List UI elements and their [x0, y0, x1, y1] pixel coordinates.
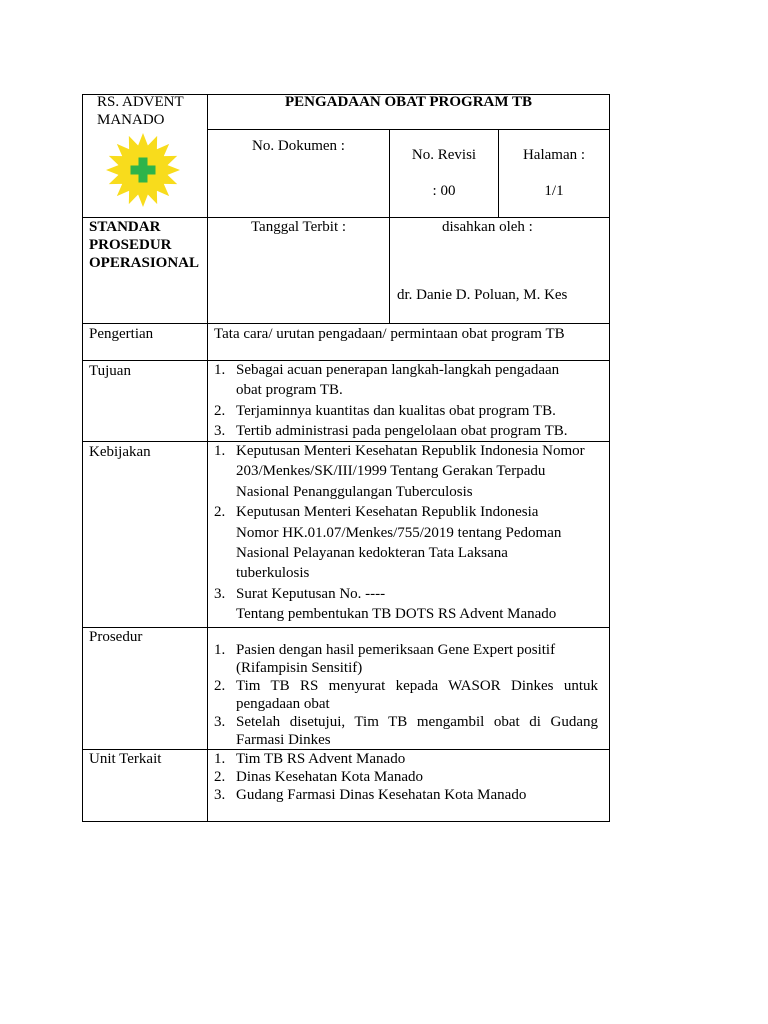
- list-item: [214, 768, 599, 786]
- section-label: Prosedur: [89, 629, 143, 645]
- hospital-logo-icon: [105, 132, 181, 208]
- list-item-text: Tertib administrasi pada pengelolaan obat program TB.: [236, 423, 568, 440]
- list-item-text: tuberkulosis: [236, 565, 310, 582]
- list-item-number: 1.: [214, 443, 226, 459]
- hospital-name: RS. ADVENT MANADO: [97, 94, 184, 128]
- section-label: Pengertian: [89, 326, 154, 342]
- list-item-text: Gudang Farmasi Dinas Kesehatan Kota Manado: [236, 787, 527, 803]
- list-item-text: Setelah disetujui, Tim TB mengambil obat di Gudang: [236, 714, 598, 730]
- page-cell: [499, 130, 610, 218]
- list-item: [214, 360, 599, 401]
- revision-cell: [390, 130, 499, 218]
- list-item-number: 3.: [214, 787, 226, 803]
- list-item: [214, 750, 599, 768]
- issue-date-label: Tanggal Terbit :: [250, 219, 347, 235]
- section-label-tujuan: [83, 361, 208, 442]
- revision-label: No. Revisi: [411, 147, 477, 163]
- doc-number-cell: [208, 130, 390, 218]
- unit-terkait-list: [214, 750, 599, 804]
- document-title-cell: [208, 95, 610, 130]
- approver-name: dr. Danie D. Poluan, M. Kes: [397, 287, 568, 303]
- section-label-unit-terkait: [83, 750, 208, 822]
- list-item-text: (Rifampisin Sensitif): [236, 660, 363, 676]
- list-item-number: 3.: [214, 585, 226, 602]
- list-item: [214, 421, 599, 441]
- unit-terkait-content: [208, 750, 610, 822]
- list-item-text: Nasional Pelayanan kedokteran Tata Laksana: [236, 545, 508, 562]
- list-item-text: Tim TB RS Advent Manado: [236, 751, 406, 767]
- hospital-brand-cell: [83, 95, 208, 218]
- list-item: [214, 641, 599, 677]
- section-label: Unit Terkait: [89, 751, 162, 767]
- list-item-number: 2.: [214, 678, 226, 694]
- prosedur-list: [214, 641, 599, 749]
- list-item: [214, 441, 599, 502]
- pengertian-content: [208, 324, 610, 361]
- list-item-text: Tentang pembentukan TB DOTS RS Advent Manado: [236, 606, 557, 623]
- section-label: Tujuan: [89, 363, 131, 379]
- list-item-number: 2.: [214, 402, 226, 419]
- list-item-text: Pasien dengan hasil pemeriksaan Gene Expert positif: [236, 642, 556, 658]
- revision-value: : 00: [432, 183, 456, 199]
- list-item-text: Surat Keputusan No. ----: [236, 585, 386, 602]
- section-label-kebijakan: [83, 442, 208, 628]
- list-item: [214, 584, 599, 625]
- kebijakan-content: [208, 442, 610, 628]
- list-item: [214, 713, 599, 749]
- list-item: [214, 786, 599, 804]
- page-label: Halaman :: [522, 147, 586, 163]
- sop-label-cell: [83, 218, 208, 324]
- list-item-number: 2.: [214, 769, 226, 785]
- kebijakan-list: [214, 441, 599, 625]
- list-item-number: 1.: [214, 642, 226, 658]
- section-label-prosedur: [83, 628, 208, 750]
- issue-date-cell: [208, 218, 390, 324]
- list-item-text: 203/Menkes/SK/III/1999 Tentang Gerakan Terpadu: [236, 463, 546, 480]
- tujuan-content: [208, 361, 610, 442]
- list-item: [214, 401, 599, 421]
- list-item-number: 2.: [214, 504, 226, 521]
- list-item-number: 1.: [214, 362, 226, 378]
- page-value: 1/1: [544, 183, 564, 199]
- list-item-text: Sebagai acuan penerapan langkah-langkah pengadaan: [236, 362, 560, 378]
- list-item-text: Keputusan Menteri Kesehatan Republik Indonesia Nomor: [236, 443, 585, 459]
- list-item-text: Dinas Kesehatan Kota Manado: [236, 769, 424, 785]
- list-item-text: pengadaan obat: [236, 696, 330, 712]
- list-item-text: Terjaminnya kuantitas dan kualitas obat program TB.: [236, 402, 556, 419]
- list-item-text: Nomor HK.01.07/Menkes/755/2019 tentang Pedoman: [236, 524, 562, 541]
- pengertian-text: Tata cara/ urutan pengadaan/ permintaan obat program TB: [214, 326, 565, 342]
- document-title: PENGADAAN OBAT PROGRAM TB: [284, 94, 533, 110]
- list-item-text: Farmasi Dinkes: [236, 732, 331, 748]
- sop-label: STANDAR PROSEDUR OPERASIONAL: [89, 219, 200, 271]
- section-label: Kebijakan: [89, 444, 151, 460]
- list-item-number: 1.: [214, 751, 226, 767]
- list-item-text: obat program TB.: [236, 382, 343, 399]
- approved-by-label: disahkan oleh :: [442, 219, 533, 235]
- list-item: [214, 502, 599, 584]
- list-item-text: Tim TB RS menyurat kepada WASOR Dinkes untuk: [236, 678, 598, 694]
- sop-document-table: [82, 94, 610, 822]
- list-item-text: Nasional Penanggulangan Tuberculosis: [236, 483, 473, 500]
- tujuan-list: [214, 360, 599, 442]
- approval-cell: [390, 218, 610, 324]
- list-item-text: Keputusan Menteri Kesehatan Republik Indonesia: [236, 504, 539, 521]
- section-label-pengertian: [83, 324, 208, 361]
- list-item-number: 3.: [214, 423, 226, 440]
- list-item: [214, 677, 599, 713]
- prosedur-content: [208, 628, 610, 750]
- doc-number-label: No. Dokumen :: [252, 138, 345, 154]
- list-item-number: 3.: [214, 714, 226, 730]
